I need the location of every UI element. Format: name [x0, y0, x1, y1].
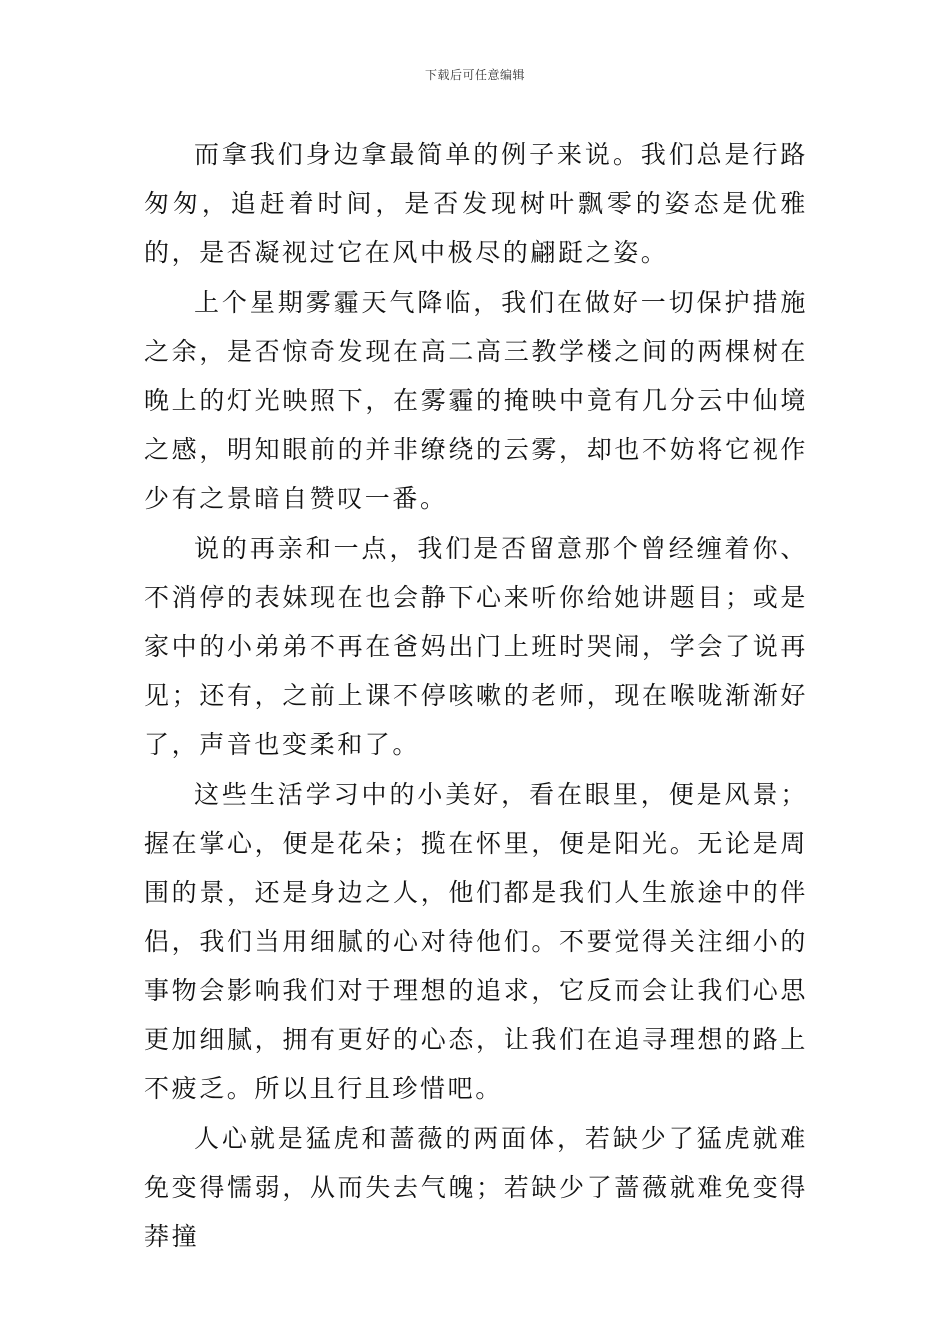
paragraph-4: 这些生活学习中的小美好，看在眼里，便是风景；握在掌心，便是花朵；揽在怀里，便是阳光。无论是周围的景，还是身边之人，他们都是我们人生旅途中的伴侣，我们当用细腻的心对待他们。不要觉得关注细小的事物会影响我们对于理想的追求，它反而会让我们心思更加细腻，拥有更好的心态，让我们在追寻理想的路上不疲乏。所以且行且珍惜吧。	[144, 780, 808, 1103]
document-body	[144, 130, 808, 1261]
paragraph-3: 说的再亲和一点，我们是否留意那个曾经缠着你、不消停的表妹现在也会静下心来听你给她讲题目；或是家中的小弟弟不再在爸妈出门上班时哭闹，学会了说再见；还有，之前上课不停咳嗽的老师，现在喉咙渐渐好了，声音也变柔和了。	[144, 534, 808, 759]
paragraph-5: 人心就是猛虎和蔷薇的两面体，若缺少了猛虎就难免变得懦弱，从而失去气魄；若缺少了蔷薇就难免变得莽撞	[144, 1124, 808, 1251]
page-header: 下载后可任意编辑	[424, 68, 525, 82]
paragraph-1: 而拿我们身边拿最简单的例子来说。我们总是行路匆匆，追赶着时间，是否发现树叶飘零的姿态是优雅的，是否凝视过它在风中极尽的翩跹之姿。	[144, 140, 808, 267]
paragraph-2: 上个星期雾霾天气降临，我们在做好一切保护措施之余，是否惊奇发现在高二高三教学楼之间的两棵树在晚上的灯光映照下，在雾霾的掩映中竟有几分云中仙境之感，明知眼前的并非缭绕的云雾，却也不妨将它视作少有之景暗自赞叹一番。	[144, 288, 808, 513]
